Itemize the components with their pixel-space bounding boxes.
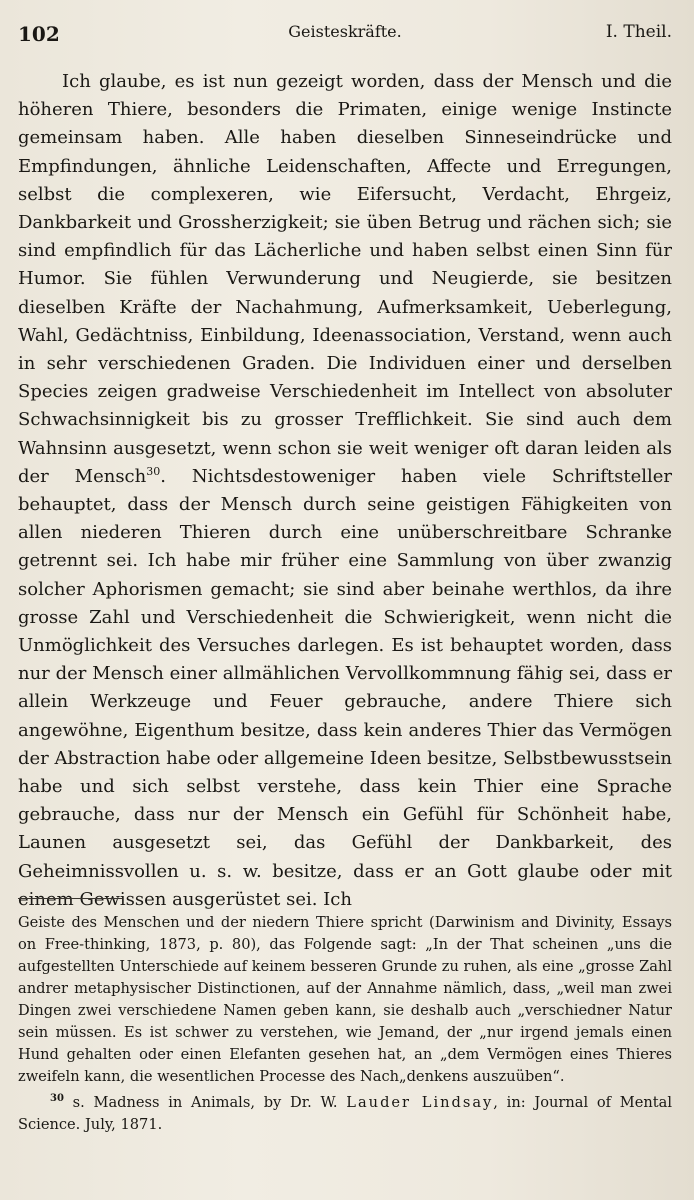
part-label: I. Theil. [605,22,672,42]
paragraph-text: Ich glaube, es ist nun gezeigt worden, dass der Mensch und die höheren Thiere, besonders die Primaten, einige wenige Instincte gemeinsam haben. Alle haben dieselben Sinneseindrücke und Empfindungen, ähnliche Leidenschaften, Affecte und Erregungen, selbst die complexeren, wie Eifersucht, Verdacht, Ehrgeiz, Dankbarkeit und Grossherzigkeit; sie üben Betrug und rächen sich; sie sind empfindlich für das Lächerliche und haben selbst einen Sinn für Humor. Sie fühlen Verwunderung und Neugierde, sie besitzen dieselben Kräfte der Nachahmung, Aufmerksamkeit, Ueberlegung, Wahl, Gedächtniss, Einbildung, Ideenassociation, Verstand, wenn auch in sehr verschiedenen Graden. Die Individuen einer und derselben Species zeigen gradweise Verschiedenheit im Intellect von absoluter Schwachsinnigkeit bis zu grosser Trefflichkeit. Sie sind auch dem Wahnsinn ausgesetzt, wenn schon sie weit weniger oft daran leiden als der Mensch [18,71,672,487]
footnote-30 [18,1092,672,1136]
footnote-reference: 30 [146,464,161,478]
paragraph [18,68,672,914]
page-number: 102 [18,22,60,46]
footnotes [18,912,672,1136]
running-title: Geisteskräfte. [288,22,402,41]
footnote-divider [18,898,122,899]
footnote-text: s. Madness in Animals, by Dr. W. [72,1094,347,1111]
page-header [18,22,672,52]
footnote-author: Lauder Lindsay [346,1094,494,1111]
footnote-text-continued: , in: Journal of Mental Science. July, 1871. [18,1094,673,1133]
footnote-continuation: Geiste des Menschen und der niedern Thiere spricht (Darwinism and Divinity, Essays on Free-thinking, 1873, p. 80), das Folgende sagt: „In der That scheinen „uns die aufgestellten Unterschiede auf keinem besseren Grunde zu ruhen, als eine „grosse Zahl andrer metaphysischer Distinctionen, auf der Annahme nämlich, dass, „weil man zwei Dingen zwei verschiedene Namen geben kann, sie deshalb auch „verschiedner Natur sein müssen. Es ist schwer zu verstehen, wie Jemand, der „nur irgend jemals einen Hund gehalten oder einen Elefanten gesehen hat, an „dem Vermögen eines Thieres zweifeln kann, die wesentlichen Processe des Nach„denkens auszuüben“. [18,914,672,1085]
paragraph-text-continued: . Nichtsdestoweniger haben viele Schriftsteller behauptet, dass der Mensch durch seine geistigen Fähigkeiten von allen niederen Thieren durch eine unüberschreitbare Schranke getrennt sei. Ich habe mir früher eine Sammlung von über zwanzig solcher Aphorismen gemacht; sie sind aber beinahe werthlos, da ihre grosse Zahl und Verschiedenheit die Schwierigkeit, wenn nicht die Unmöglichkeit des Versuches darlegen. Es ist behauptet worden, dass nur der Mensch einer allmählichen Vervollkommnung fähig sei, dass er allein Werkzeuge und Feuer gebrauche, andere Thiere sich angewöhne, Eigenthum besitze, dass kein anderes Thier das Vermögen der Abstraction habe oder allgemeine Ideen besitze, Selbstbewusstsein habe und sich selbst verstehe, dass kein Thier eine Sprache gebrauche, dass nur der Mensch ein Gefühl für Schönheit habe, Launen ausgesetzt sei, das Gefühl der Dankbarkeit, des Geheimnissvollen u. s. w. besitze, dass er an Gott glaube oder mit einem Gewissen ausgerüstet sei. Ich [18,465,673,910]
footnote-mark: 30 [50,1093,64,1105]
main-text [18,68,672,914]
